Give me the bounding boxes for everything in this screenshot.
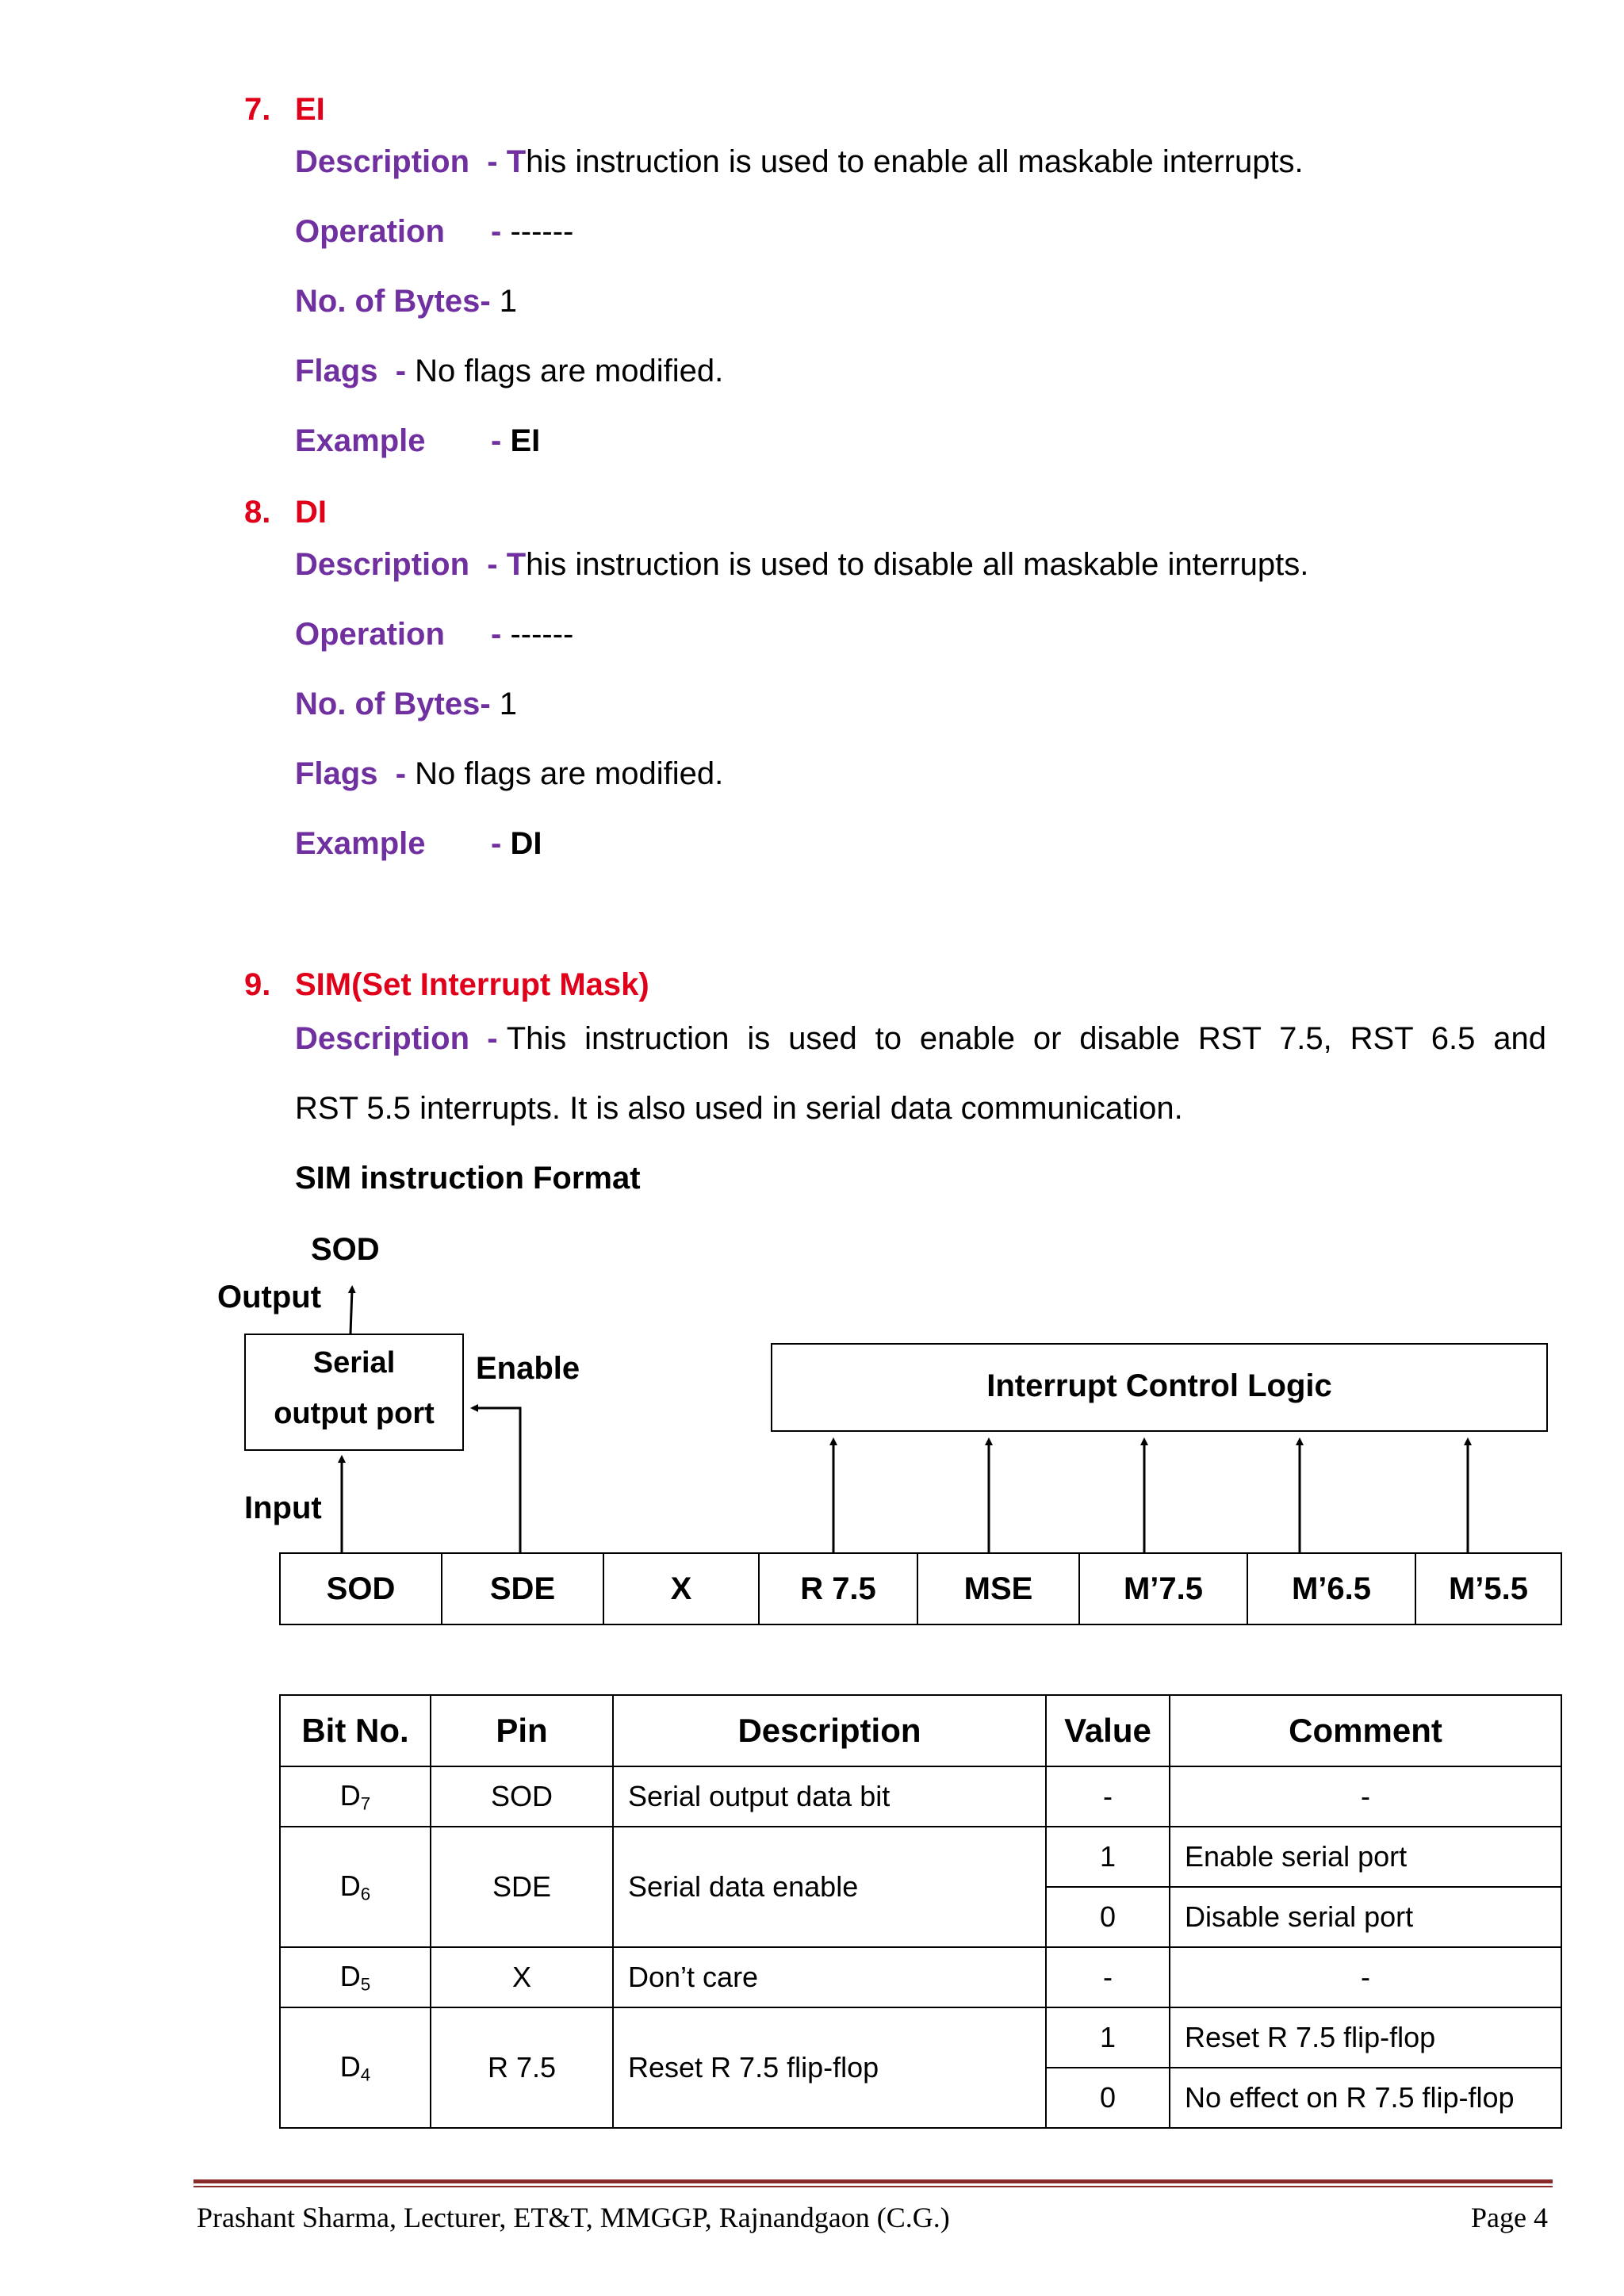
bytes-value: 1 [499, 687, 518, 721]
description-text: his instruction is used to disable all maskable interrupts. [526, 547, 1309, 582]
bytes-value: 1 [499, 284, 518, 319]
bytes-label: No. of Bytes [295, 284, 481, 319]
description-row: Description - This instruction is used to disable all maskable interrupts. [295, 547, 1309, 582]
icl-label: Interrupt Control Logic [986, 1368, 1332, 1403]
footer-author: Prashant Sharma, Lecturer, ET&T, MMGGP, Rajnandgaon (C.G.) [197, 2202, 950, 2233]
table-row [280, 1827, 1561, 1887]
description-label: Description [295, 547, 470, 582]
bit-no: $D_4$ [280, 2007, 431, 2128]
table-row [280, 2007, 1561, 2068]
description-first-letter: T [506, 547, 527, 582]
bit-cell-x: X [603, 1553, 759, 1624]
input-label: Input [244, 1490, 322, 1525]
operation-label: Operation [295, 617, 445, 652]
description-row: Description - This instruction is used to enable or disable RST 7.5, RST 6.5 and [295, 1021, 1546, 1056]
bit-cell-m55: M’5.5 [1415, 1553, 1561, 1624]
bit-cell-r75: R 7.5 [759, 1553, 917, 1624]
header-comment: Comment [1170, 1695, 1561, 1766]
flags-row: Flags - No flags are modified. [295, 756, 724, 791]
comment: No effect on R 7.5 flip-flop [1170, 2068, 1561, 2128]
example-label: Example [295, 826, 426, 861]
header-bit-no: Bit No. [280, 1695, 431, 1766]
flags-value: No flags are modified. [415, 354, 724, 388]
table-row [280, 1947, 1561, 2007]
bytes-label: No. of Bytes [295, 687, 481, 721]
flags-label: Flags [295, 354, 378, 388]
footer-rule-thin [193, 2186, 1553, 2187]
footer-rule-thick [193, 2179, 1553, 2183]
example-value: EI [510, 423, 541, 458]
description-label: Description [295, 144, 470, 179]
bytes-row: No. of Bytes- 1 [295, 687, 518, 721]
description: Don’t care [613, 1947, 1046, 2007]
description: Serial data enable [613, 1827, 1046, 1947]
enable-arrow [474, 1408, 520, 1554]
description-text-line2: RST 5.5 interrupts. It is also used in serial data communication. [295, 1091, 1183, 1126]
example-value: DI [510, 826, 542, 861]
comment: - [1170, 1947, 1561, 2007]
example-row: Example - EI [295, 423, 541, 458]
value: 1 [1046, 2007, 1170, 2068]
pin: X [431, 1947, 613, 2007]
description-text-line1: This instruction is used to enable or disable RST 7.5, RST 6.5 and [506, 1021, 1546, 1056]
operation-label: Operation [295, 214, 445, 249]
footer-page-number: Page 4 [1471, 2202, 1548, 2233]
comment: Reset R 7.5 flip-flop [1170, 2007, 1561, 2068]
value: 0 [1046, 1887, 1170, 1947]
bit-cell-mse: MSE [917, 1553, 1079, 1624]
serial-port-line1: Serial [312, 1346, 396, 1380]
header-pin: Pin [431, 1695, 613, 1766]
output-label: Output [217, 1280, 322, 1314]
section-number: 7. [244, 92, 271, 127]
value: 0 [1046, 2068, 1170, 2128]
example-row: Example - DI [295, 826, 542, 861]
bit-no: $D_7$ [280, 1766, 431, 1827]
pin: R 7.5 [431, 2007, 613, 2128]
sim-bit-table [279, 1694, 1562, 2129]
section-title: EI [295, 92, 325, 127]
enable-label: Enable [476, 1351, 580, 1386]
section-title: SIM(Set Interrupt Mask) [295, 967, 649, 1002]
header-value: Value [1046, 1695, 1170, 1766]
comment: Disable serial port [1170, 1887, 1561, 1947]
section-number: 9. [244, 967, 271, 1002]
value: 1 [1046, 1827, 1170, 1887]
bit-cell-m65: M’6.5 [1247, 1553, 1415, 1624]
table-row [280, 1766, 1561, 1827]
section-title: DI [295, 495, 327, 530]
flags-row: Flags - No flags are modified. [295, 354, 724, 388]
bytes-row: No. of Bytes- 1 [295, 284, 518, 319]
operation-value: ------ [510, 214, 574, 249]
bit-no: $D_5$ [280, 1947, 431, 2007]
description-text: his instruction is used to enable all maskable interrupts. [526, 144, 1304, 179]
bit-cell-sde: SDE [442, 1553, 603, 1624]
description-label: Description [295, 1021, 470, 1056]
comment: Enable serial port [1170, 1827, 1561, 1887]
sim-bit-format [279, 1552, 1562, 1625]
operation-row: Operation - ------ [295, 214, 574, 249]
flags-value: No flags are modified. [415, 756, 724, 791]
sod-output-arrow [350, 1289, 352, 1334]
value: - [1046, 1766, 1170, 1827]
format-heading: SIM instruction Format [295, 1161, 641, 1196]
example-label: Example [295, 423, 426, 458]
description-first-letter: T [506, 144, 527, 179]
pin: SOD [431, 1766, 613, 1827]
comment: - [1170, 1766, 1561, 1827]
value: - [1046, 1947, 1170, 2007]
bit-cell-m75: M’7.5 [1079, 1553, 1247, 1624]
operation-row: Operation - ------ [295, 617, 574, 652]
description: Reset R 7.5 flip-flop [613, 2007, 1046, 2128]
serial-port-line2: output port [274, 1397, 435, 1430]
description: Serial output data bit [613, 1766, 1046, 1827]
header-description: Description [613, 1695, 1046, 1766]
description-row: Description - This instruction is used to enable all maskable interrupts. [295, 144, 1304, 179]
flags-label: Flags [295, 756, 378, 791]
pin: SDE [431, 1827, 613, 1947]
bit-cell-sod: SOD [280, 1553, 442, 1624]
section-number: 8. [244, 495, 271, 530]
sod-output-label: SOD [311, 1232, 380, 1267]
operation-value: ------ [510, 617, 574, 652]
bit-no: $D_6$ [280, 1827, 431, 1947]
